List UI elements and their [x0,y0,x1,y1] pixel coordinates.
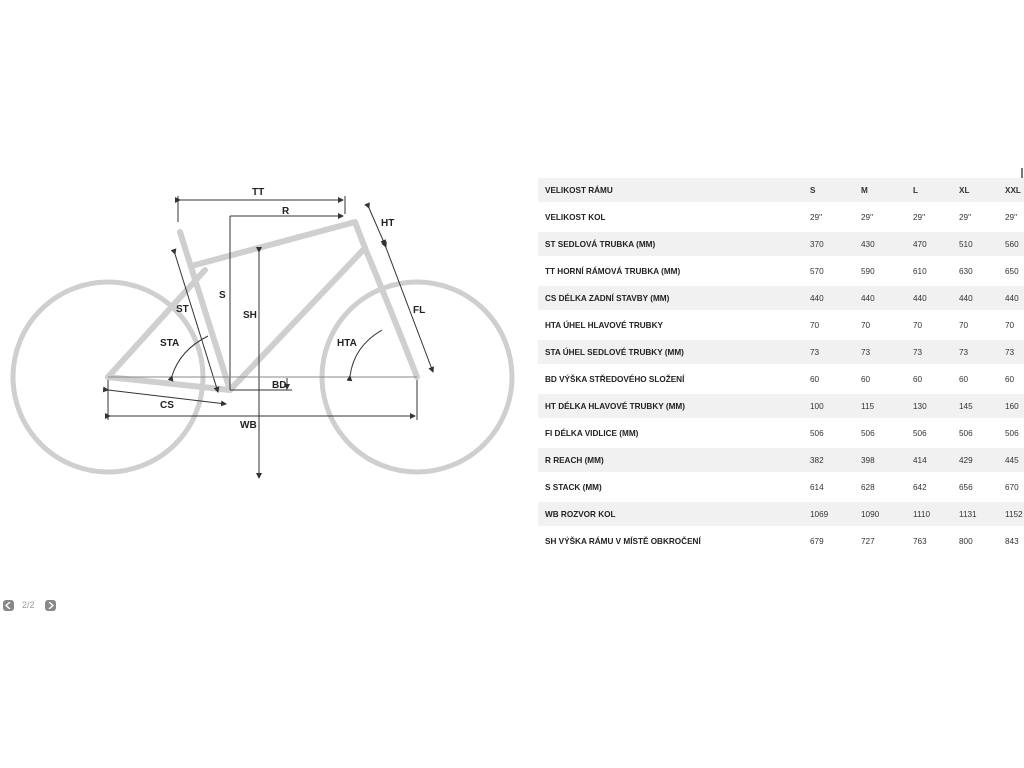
table-header-row [538,178,1024,202]
row-label: HTA ÚHEL HLAVOVÉ TRUBKY [538,313,803,337]
row-label: SH VÝŠKA RÁMU V MÍSTĚ OBKROČENÍ [538,529,803,553]
bike-frame [108,222,417,390]
row-value: 60 [906,367,952,391]
label-ht: HT [381,218,395,229]
row-label: TT HORNÍ RÁMOVÁ TRUBKA (MM) [538,259,803,283]
row-value: 763 [906,529,952,553]
row-value: 506 [854,421,906,445]
row-value: 1090 [854,502,906,526]
row-value: 370 [803,232,854,256]
size-xxl: XXL [998,178,1024,202]
table-row [538,529,1024,553]
row-value: 506 [952,421,998,445]
label-hta: HTA [337,338,357,349]
table-row [538,421,1024,445]
row-value: 570 [803,259,854,283]
row-value: 610 [906,259,952,283]
size-s: S [803,178,854,202]
row-value: 470 [906,232,952,256]
row-value: 590 [854,259,906,283]
row-label: STA ÚHEL SEDLOVÉ TRUBKY (MM) [538,340,803,364]
table-row [538,502,1024,526]
previous-button[interactable] [3,600,14,611]
row-value: 560 [998,232,1024,256]
row-value: 440 [998,286,1024,310]
row-value: 440 [854,286,906,310]
row-value: 73 [998,340,1024,364]
table-row [538,313,1024,337]
label-sta: STA [160,338,180,349]
label-bd: BD [272,380,287,391]
row-value: 382 [803,448,854,472]
row-label: WB ROZVOR KOL [538,502,803,526]
header-label: VELIKOST RÁMU [538,178,803,202]
row-value: 506 [998,421,1024,445]
size-m: M [854,178,906,202]
row-value: 60 [854,367,906,391]
row-value: 70 [906,313,952,337]
table-row [538,259,1024,283]
row-value: 440 [906,286,952,310]
dimension-lines [108,196,433,478]
table-row [538,232,1024,256]
table-row [538,448,1024,472]
row-label: BD VÝŠKA STŘEDOVÉHO SLOŽENÍ [538,367,803,391]
row-value: 506 [906,421,952,445]
row-value: 29" [998,205,1024,229]
table-row [538,394,1024,418]
row-value: 642 [906,475,952,499]
row-value: 29" [906,205,952,229]
row-value: 29" [952,205,998,229]
row-value: 614 [803,475,854,499]
row-value: 70 [952,313,998,337]
row-value: 414 [906,448,952,472]
row-value: 510 [952,232,998,256]
chevron-left-icon [5,602,12,609]
row-value: 73 [906,340,952,364]
row-label: ST SEDLOVÁ TRUBKA (MM) [538,232,803,256]
size-xl: XL [952,178,998,202]
label-fl: FL [413,305,426,316]
row-value: 445 [998,448,1024,472]
row-value: 679 [803,529,854,553]
row-value: 430 [854,232,906,256]
label-sh: SH [243,310,257,321]
chevron-right-icon [47,602,54,609]
row-label: FI DÉLKA VIDLICE (MM) [538,421,803,445]
row-value: 60 [998,367,1024,391]
row-value: 145 [952,394,998,418]
row-value: 130 [906,394,952,418]
row-label: HT DÉLKA HLAVOVÉ TRUBKY (MM) [538,394,803,418]
row-value: 843 [998,529,1024,553]
row-value: 506 [803,421,854,445]
row-value: 656 [952,475,998,499]
table-row [538,340,1024,364]
row-value: 630 [952,259,998,283]
row-value: 650 [998,259,1024,283]
bike-geometry-diagram [0,0,535,600]
row-value: 670 [998,475,1024,499]
label-r: R [282,206,290,217]
geometry-table [538,175,1024,556]
size-l: L [906,178,952,202]
row-value: 100 [803,394,854,418]
row-value: 60 [803,367,854,391]
row-value: 160 [998,394,1024,418]
row-value: 70 [998,313,1024,337]
row-value: 398 [854,448,906,472]
image-pager [0,598,70,612]
label-tt: TT [252,187,265,198]
label-cs: CS [160,400,174,411]
row-value: 70 [854,313,906,337]
label-s: S [219,290,226,301]
row-value: 1069 [803,502,854,526]
row-value: 73 [952,340,998,364]
label-wb: WB [240,420,257,431]
row-value: 1110 [906,502,952,526]
row-value: 115 [854,394,906,418]
label-st: ST [176,304,189,315]
table-row [538,286,1024,310]
row-value: 727 [854,529,906,553]
row-value: 70 [803,313,854,337]
row-value: 429 [952,448,998,472]
row-value: 29" [803,205,854,229]
row-value: 1131 [952,502,998,526]
row-label: R REACH (MM) [538,448,803,472]
row-label: VELIKOST KOL [538,205,803,229]
next-button[interactable] [45,600,56,611]
row-value: 1152 [998,502,1024,526]
row-value: 60 [952,367,998,391]
row-value: 29" [854,205,906,229]
row-value: 628 [854,475,906,499]
pager-text: 2/2 [22,600,35,610]
table-row [538,475,1024,499]
row-label: CS DÉLKA ZADNÍ STAVBY (MM) [538,286,803,310]
row-value: 73 [854,340,906,364]
row-value: 440 [803,286,854,310]
table-row [538,205,1024,229]
table-row [538,367,1024,391]
row-label: S STACK (MM) [538,475,803,499]
row-value: 440 [952,286,998,310]
row-value: 800 [952,529,998,553]
row-value: 73 [803,340,854,364]
